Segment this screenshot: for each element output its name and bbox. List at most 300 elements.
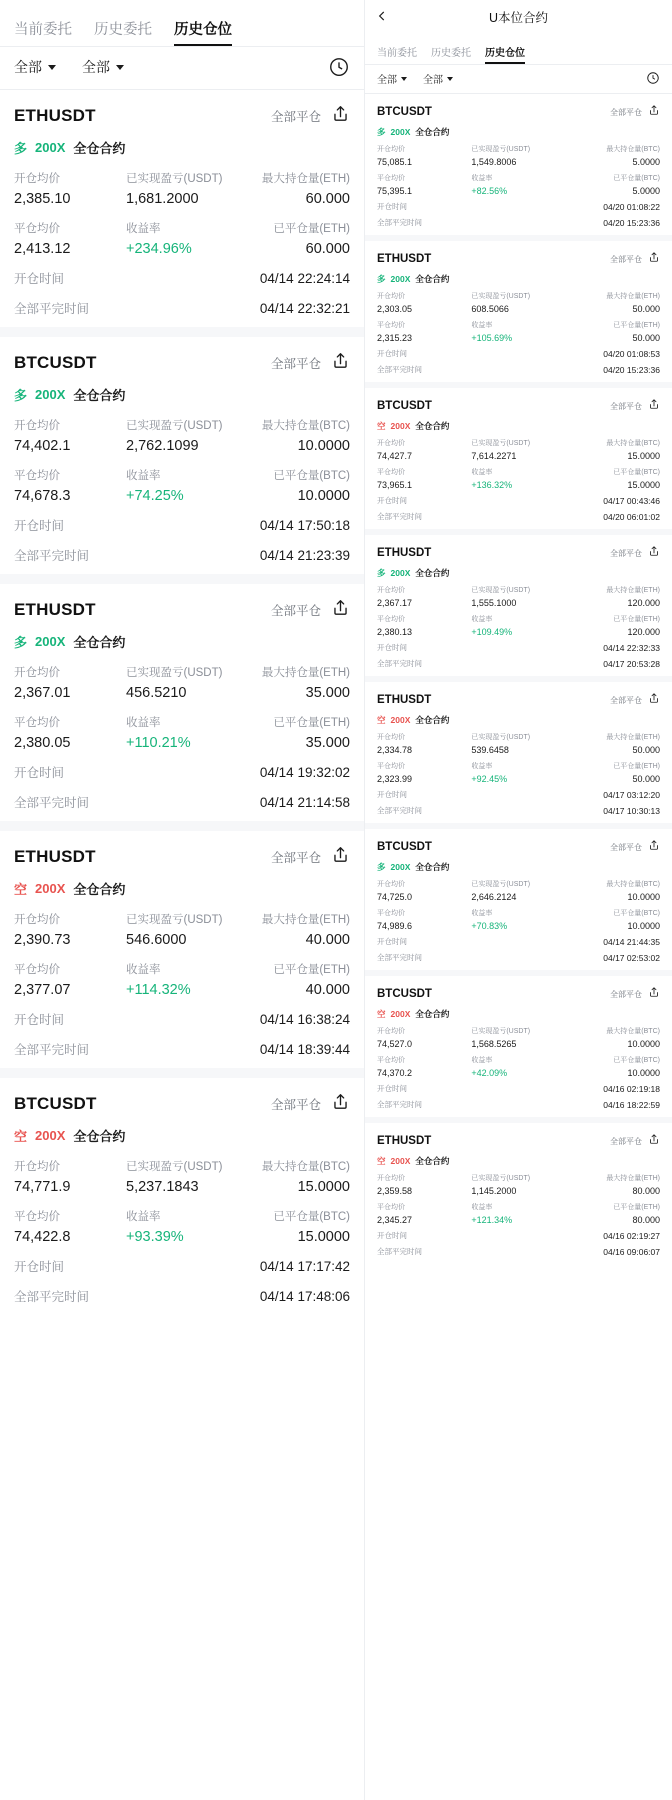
position-card-actions: [271, 1092, 350, 1116]
open-time-row: [377, 936, 660, 947]
right-filter-symbol-label: 全部: [377, 75, 397, 86]
entry-price-value: 74,402.1: [14, 438, 71, 454]
close-price-cell: [14, 962, 126, 998]
position-card[interactable]: [365, 388, 672, 529]
right-tab-order-history[interactable]: 历史委托: [431, 48, 471, 59]
position-card[interactable]: [365, 1123, 672, 1264]
close-price-value: 73,965.1: [377, 480, 413, 490]
right-filter-side[interactable]: [423, 71, 453, 86]
realized-pnl-value: 5,237.1843: [126, 1179, 199, 1195]
right-page-title: U本位合约: [488, 11, 549, 25]
entry-price-label: 开仓均价: [377, 587, 405, 594]
max-position-label: 最大持仓量(ETH): [606, 293, 660, 300]
chevron-down-icon: [116, 65, 124, 70]
full-close-time-row: [377, 805, 660, 816]
position-card-header: [14, 1092, 350, 1116]
close-all-label[interactable]: 全部平仓: [610, 107, 642, 117]
position-card[interactable]: [0, 584, 364, 821]
full-close-time-row: [14, 1287, 350, 1305]
roi-value: +109.49%: [471, 627, 513, 637]
roi-label: 收益率: [471, 1057, 493, 1064]
realized-pnl-cell: [471, 292, 565, 314]
position-card[interactable]: [365, 535, 672, 676]
share-icon[interactable]: [648, 103, 660, 121]
entry-price-label: 开仓均价: [377, 440, 405, 447]
close-all-label[interactable]: 全部平仓: [270, 110, 321, 124]
position-metrics-row-2: [377, 909, 660, 931]
position-metrics-row-1: [377, 733, 660, 755]
roi-cell: [126, 1209, 238, 1245]
position-card[interactable]: [365, 976, 672, 1117]
position-card[interactable]: [365, 241, 672, 382]
full-close-time-label: 全部平完时间: [377, 659, 422, 668]
closed-qty-value: 60.000: [305, 241, 350, 257]
chevron-down-icon: [48, 65, 56, 70]
full-close-time-row: [14, 299, 350, 317]
closed-qty-cell: [566, 909, 660, 931]
right-filter-side-label: 全部: [423, 75, 443, 86]
position-metrics-row-1: [14, 418, 350, 454]
full-close-time-label: 全部平完时间: [14, 302, 90, 316]
max-position-value: 40.000: [305, 932, 350, 948]
tab-order-history[interactable]: 历史委托: [94, 22, 152, 38]
left-tab-bar: [0, 0, 364, 46]
open-time-label: 开仓时间: [377, 1231, 407, 1240]
roi-label: 收益率: [126, 223, 161, 235]
position-card-header: [377, 1132, 660, 1150]
realized-pnl-cell: [126, 912, 238, 948]
position-card[interactable]: [365, 682, 672, 823]
position-card-actions: [610, 838, 660, 856]
max-position-cell: [566, 1174, 660, 1196]
open-time-label: 开仓时间: [377, 937, 407, 946]
closed-qty-value: 10.0000: [297, 488, 350, 504]
realized-pnl-label: 已实现盈亏(USDT): [471, 734, 531, 741]
open-time-row: [14, 763, 350, 781]
position-card[interactable]: [0, 1078, 364, 1315]
entry-price-cell: [377, 733, 471, 755]
realized-pnl-cell: [471, 586, 565, 608]
roi-label: 收益率: [126, 1211, 161, 1223]
filter-side[interactable]: [82, 57, 124, 77]
close-all-label[interactable]: 全部平仓: [610, 842, 642, 852]
position-card[interactable]: [365, 829, 672, 970]
leverage-tag: 200X: [390, 274, 411, 284]
open-time-value: 04/14 19:32:02: [259, 764, 350, 780]
entry-price-value: 2,367.01: [14, 685, 71, 701]
full-close-time-label: 全部平完时间: [377, 365, 422, 374]
position-metrics-row-1: [377, 145, 660, 167]
entry-price-value: 2,390.73: [14, 932, 71, 948]
close-all-label[interactable]: 全部平仓: [270, 604, 321, 618]
close-all-label[interactable]: 全部平仓: [610, 401, 642, 411]
closed-qty-cell: [566, 1056, 660, 1078]
leverage-tag: 200X: [390, 1156, 411, 1166]
max-position-value: 80.000: [632, 1186, 660, 1196]
position-card-actions: [610, 103, 660, 121]
entry-price-value: 2,334.78: [377, 745, 413, 755]
roi-value: +42.09%: [471, 1068, 508, 1078]
open-time-row: [377, 201, 660, 212]
closed-qty-cell: [566, 615, 660, 637]
back-chevron-icon[interactable]: [375, 9, 389, 28]
full-close-time-label: 全部平完时间: [14, 1043, 90, 1057]
max-position-value: 5.0000: [632, 157, 660, 167]
position-metrics-row-2: [377, 762, 660, 784]
close-price-cell: [14, 468, 126, 504]
max-position-cell: [238, 418, 350, 454]
closed-qty-value: 120.000: [627, 627, 660, 637]
close-all-label[interactable]: 全部平仓: [270, 1098, 321, 1112]
closed-qty-label: 已平仓量(ETH): [613, 616, 660, 623]
closed-qty-cell: [238, 962, 350, 998]
realized-pnl-cell: [471, 1027, 565, 1049]
full-close-time-row: [377, 364, 660, 375]
leverage-tag: 200X: [390, 568, 411, 578]
closed-qty-cell: [238, 468, 350, 504]
roi-cell: [471, 1056, 565, 1078]
full-close-time-value: 04/20 06:01:02: [603, 511, 660, 522]
close-price-label: 平仓均价: [14, 223, 60, 235]
max-position-value: 10.0000: [627, 892, 660, 902]
position-metrics-row-1: [377, 880, 660, 902]
position-tags: [377, 861, 660, 873]
share-icon[interactable]: [648, 985, 660, 1003]
max-position-label: 最大持仓量(ETH): [606, 1175, 660, 1182]
close-price-label: 平仓均价: [14, 470, 60, 482]
clock-icon[interactable]: [646, 71, 660, 90]
max-position-value: 50.000: [632, 304, 660, 314]
position-metrics-row-2: [14, 715, 350, 751]
realized-pnl-value: 1,145.2000: [471, 1186, 517, 1196]
entry-price-label: 开仓均价: [377, 1028, 405, 1035]
max-position-cell: [238, 912, 350, 948]
position-card-actions: [610, 985, 660, 1003]
leverage-tag: 200X: [35, 1128, 66, 1143]
realized-pnl-value: 1,555.1000: [471, 598, 517, 608]
position-card[interactable]: [365, 94, 672, 235]
realized-pnl-value: 2,762.1099: [126, 438, 199, 454]
entry-price-value: 74,527.0: [377, 1039, 413, 1049]
full-close-time-label: 全部平完时间: [14, 796, 90, 810]
roi-cell: [471, 909, 565, 931]
position-tags: [377, 714, 660, 726]
close-price-value: 75,395.1: [377, 186, 413, 196]
close-price-cell: [377, 468, 471, 490]
share-icon[interactable]: [331, 845, 350, 869]
open-time-row: [377, 789, 660, 800]
entry-price-cell: [377, 1174, 471, 1196]
position-card-header: [14, 104, 350, 128]
open-time-label: 开仓时间: [377, 202, 407, 211]
position-metrics-row-1: [377, 439, 660, 461]
roi-value: +121.34%: [471, 1215, 513, 1225]
entry-price-cell: [14, 912, 126, 948]
open-time-value: 04/20 01:08:22: [603, 201, 660, 212]
realized-pnl-value: 539.6458: [471, 745, 509, 755]
roi-value: +234.96%: [126, 241, 192, 257]
margin-mode-tag: 全仓合约: [73, 635, 126, 650]
position-card-actions: [610, 397, 660, 415]
symbol-label: BTCUSDT: [377, 988, 432, 1000]
symbol-label: ETHUSDT: [377, 253, 432, 265]
position-card[interactable]: [0, 337, 364, 574]
realized-pnl-label: 已实现盈亏(USDT): [471, 1175, 531, 1182]
open-time-value: 04/14 22:32:33: [603, 642, 660, 653]
close-price-value: 2,377.07: [14, 982, 71, 998]
share-icon[interactable]: [331, 598, 350, 622]
entry-price-label: 开仓均价: [14, 1161, 60, 1173]
close-price-cell: [14, 1209, 126, 1245]
roi-value: +70.83%: [471, 921, 508, 931]
max-position-cell: [566, 733, 660, 755]
full-close-time-label: 全部平完时间: [377, 218, 422, 227]
leverage-tag: 200X: [390, 421, 411, 431]
leverage-tag: 200X: [35, 387, 66, 402]
right-top-bar: [365, 0, 672, 34]
position-card[interactable]: [0, 831, 364, 1068]
roi-cell: [126, 962, 238, 998]
chevron-down-icon: [401, 77, 407, 81]
close-all-label[interactable]: 全部平仓: [610, 254, 642, 264]
closed-qty-value: 80.000: [632, 1215, 660, 1225]
close-all-label[interactable]: 全部平仓: [610, 1136, 642, 1146]
right-tab-current-orders[interactable]: 当前委托: [377, 48, 417, 59]
clock-icon[interactable]: [328, 56, 350, 83]
share-icon[interactable]: [648, 397, 660, 415]
roi-cell: [471, 762, 565, 784]
right-filter-symbol[interactable]: [377, 71, 407, 86]
full-close-time-row: [377, 658, 660, 669]
closed-qty-label: 已平仓量(ETH): [613, 1204, 660, 1211]
entry-price-label: 开仓均价: [377, 881, 405, 888]
max-position-value: 10.0000: [627, 1039, 660, 1049]
share-icon[interactable]: [648, 544, 660, 562]
position-metrics-row-1: [377, 292, 660, 314]
leverage-tag: 200X: [390, 127, 411, 137]
share-icon[interactable]: [331, 1092, 350, 1116]
closed-qty-label: 已平仓量(ETH): [273, 223, 350, 235]
realized-pnl-label: 已实现盈亏(USDT): [471, 293, 531, 300]
symbol-label: ETHUSDT: [14, 600, 96, 619]
entry-price-label: 开仓均价: [14, 173, 60, 185]
realized-pnl-value: 2,646.2124: [471, 892, 517, 902]
open-time-row: [377, 348, 660, 359]
full-close-time-row: [377, 511, 660, 522]
margin-mode-tag: 全仓合约: [73, 141, 126, 156]
filter-side-label: 全部: [82, 59, 110, 75]
symbol-label: BTCUSDT: [377, 841, 432, 853]
open-time-value: 04/14 17:17:42: [259, 1258, 350, 1274]
close-price-value: 2,323.99: [377, 774, 413, 784]
roi-value: +92.45%: [471, 774, 508, 784]
close-price-value: 74,678.3: [14, 488, 71, 504]
closed-qty-value: 35.000: [305, 735, 350, 751]
symbol-label: BTCUSDT: [14, 1094, 97, 1113]
position-card[interactable]: [0, 90, 364, 327]
closed-qty-label: 已平仓量(BTC): [273, 1211, 350, 1223]
roi-cell: [471, 468, 565, 490]
margin-mode-tag: 全仓合约: [415, 1156, 450, 1166]
closed-qty-cell: [566, 762, 660, 784]
entry-price-label: 开仓均价: [14, 420, 60, 432]
full-close-time-value: 04/16 09:06:07: [603, 1246, 660, 1257]
position-metrics-row-2: [377, 174, 660, 196]
symbol-label: ETHUSDT: [377, 547, 432, 559]
close-price-value: 2,413.12: [14, 241, 71, 257]
max-position-cell: [566, 439, 660, 461]
roi-label: 收益率: [471, 1204, 493, 1211]
entry-price-cell: [14, 418, 126, 454]
open-time-value: 04/14 22:24:14: [259, 270, 350, 286]
roi-label: 收益率: [126, 964, 161, 976]
close-all-label[interactable]: 全部平仓: [270, 851, 321, 865]
entry-price-cell: [377, 586, 471, 608]
open-time-row: [377, 642, 660, 653]
entry-price-cell: [14, 171, 126, 207]
close-price-label: 平仓均价: [14, 1211, 60, 1223]
position-metrics-row-1: [377, 586, 660, 608]
position-card-header: [377, 691, 660, 709]
realized-pnl-value: 1,549.8006: [471, 157, 517, 167]
share-icon[interactable]: [648, 838, 660, 856]
open-time-value: 04/14 17:50:18: [259, 517, 350, 533]
share-icon[interactable]: [648, 691, 660, 709]
side-tag: 多: [377, 127, 386, 137]
open-time-value: 04/14 16:38:24: [259, 1011, 350, 1027]
tab-position-history[interactable]: 历史仓位: [174, 18, 232, 46]
position-card-actions: [271, 104, 350, 128]
leverage-tag: 200X: [390, 715, 411, 725]
full-close-time-value: 04/20 15:23:36: [603, 364, 660, 375]
margin-mode-tag: 全仓合约: [415, 1009, 450, 1019]
realized-pnl-cell: [126, 418, 238, 454]
full-close-time-value: 04/17 02:53:02: [603, 952, 660, 963]
share-icon[interactable]: [331, 104, 350, 128]
closed-qty-cell: [238, 1209, 350, 1245]
realized-pnl-label: 已实现盈亏(USDT): [471, 881, 531, 888]
close-price-value: 2,380.05: [14, 735, 71, 751]
entry-price-value: 74,771.9: [14, 1179, 71, 1195]
filter-symbol-label: 全部: [14, 59, 42, 75]
max-position-label: 最大持仓量(ETH): [606, 734, 660, 741]
close-price-label: 平仓均价: [14, 717, 60, 729]
full-close-time-value: 04/14 21:23:39: [259, 547, 350, 563]
position-tags: [377, 1008, 660, 1020]
closed-qty-label: 已平仓量(BTC): [613, 175, 660, 182]
roi-label: 收益率: [471, 763, 493, 770]
open-time-label: 开仓时间: [14, 1260, 65, 1274]
closed-qty-cell: [238, 221, 350, 257]
close-price-cell: [377, 1056, 471, 1078]
symbol-label: ETHUSDT: [14, 847, 96, 866]
entry-price-label: 开仓均价: [377, 734, 405, 741]
entry-price-value: 2,385.10: [14, 191, 71, 207]
position-metrics-row-1: [377, 1174, 660, 1196]
full-close-time-label: 全部平完时间: [14, 1290, 90, 1304]
position-card-header: [14, 351, 350, 375]
open-time-label: 开仓时间: [377, 643, 407, 652]
position-metrics-row-1: [14, 665, 350, 701]
share-icon[interactable]: [648, 250, 660, 268]
margin-mode-tag: 全仓合约: [73, 388, 126, 403]
position-tags: [14, 138, 350, 157]
max-position-cell: [566, 880, 660, 902]
filter-symbol[interactable]: [14, 57, 56, 77]
position-tags: [377, 567, 660, 579]
margin-mode-tag: 全仓合约: [415, 274, 450, 284]
roi-label: 收益率: [471, 469, 493, 476]
position-metrics-row-1: [14, 1159, 350, 1195]
position-card-actions: [271, 845, 350, 869]
margin-mode-tag: 全仓合约: [415, 127, 450, 137]
position-metrics-row-1: [14, 912, 350, 948]
roi-cell: [471, 174, 565, 196]
side-tag: 多: [377, 274, 386, 284]
position-tags: [377, 126, 660, 138]
max-position-value: 50.000: [632, 745, 660, 755]
position-card-header: [377, 397, 660, 415]
close-all-label[interactable]: 全部平仓: [610, 548, 642, 558]
max-position-cell: [238, 171, 350, 207]
realized-pnl-label: 已实现盈亏(USDT): [471, 1028, 531, 1035]
open-time-value: 04/20 01:08:53: [603, 348, 660, 359]
closed-qty-value: 10.0000: [627, 921, 660, 931]
side-tag: 空: [14, 882, 28, 897]
full-close-time-label: 全部平完时间: [14, 549, 90, 563]
open-time-row: [377, 1230, 660, 1241]
close-price-cell: [377, 321, 471, 343]
realized-pnl-cell: [471, 439, 565, 461]
margin-mode-tag: 全仓合约: [415, 715, 450, 725]
roi-cell: [471, 1203, 565, 1225]
closed-qty-label: 已平仓量(BTC): [613, 469, 660, 476]
card-separator: [0, 1068, 364, 1078]
share-icon[interactable]: [331, 351, 350, 375]
max-position-cell: [566, 145, 660, 167]
realized-pnl-label: 已实现盈亏(USDT): [126, 420, 223, 432]
entry-price-value: 2,303.05: [377, 304, 413, 314]
close-all-label[interactable]: 全部平仓: [610, 989, 642, 999]
position-metrics-row-2: [377, 615, 660, 637]
leverage-tag: 200X: [35, 140, 66, 155]
full-close-time-value: 04/17 10:30:13: [603, 805, 660, 816]
entry-price-cell: [377, 145, 471, 167]
full-close-time-label: 全部平完时间: [377, 953, 422, 962]
close-price-cell: [377, 615, 471, 637]
close-all-label[interactable]: 全部平仓: [610, 695, 642, 705]
close-price-value: 74,370.2: [377, 1068, 413, 1078]
open-time-value: 04/16 02:19:18: [603, 1083, 660, 1094]
leverage-tag: 200X: [390, 1009, 411, 1019]
full-close-time-row: [377, 1099, 660, 1110]
entry-price-cell: [377, 880, 471, 902]
close-all-label[interactable]: 全部平仓: [270, 357, 321, 371]
share-icon[interactable]: [648, 1132, 660, 1150]
realized-pnl-label: 已实现盈亏(USDT): [126, 1161, 223, 1173]
realized-pnl-label: 已实现盈亏(USDT): [471, 440, 531, 447]
close-price-cell: [14, 221, 126, 257]
entry-price-label: 开仓均价: [14, 667, 60, 679]
full-close-time-value: 04/14 21:14:58: [259, 794, 350, 810]
tab-current-orders[interactable]: 当前委托: [14, 22, 72, 38]
closed-qty-label: 已平仓量(ETH): [273, 717, 350, 729]
right-tab-position-history[interactable]: 历史仓位: [485, 44, 525, 64]
side-tag: 多: [14, 635, 28, 650]
chevron-down-icon: [447, 77, 453, 81]
symbol-label: ETHUSDT: [377, 1135, 432, 1147]
open-time-value: 04/17 00:43:46: [603, 495, 660, 506]
